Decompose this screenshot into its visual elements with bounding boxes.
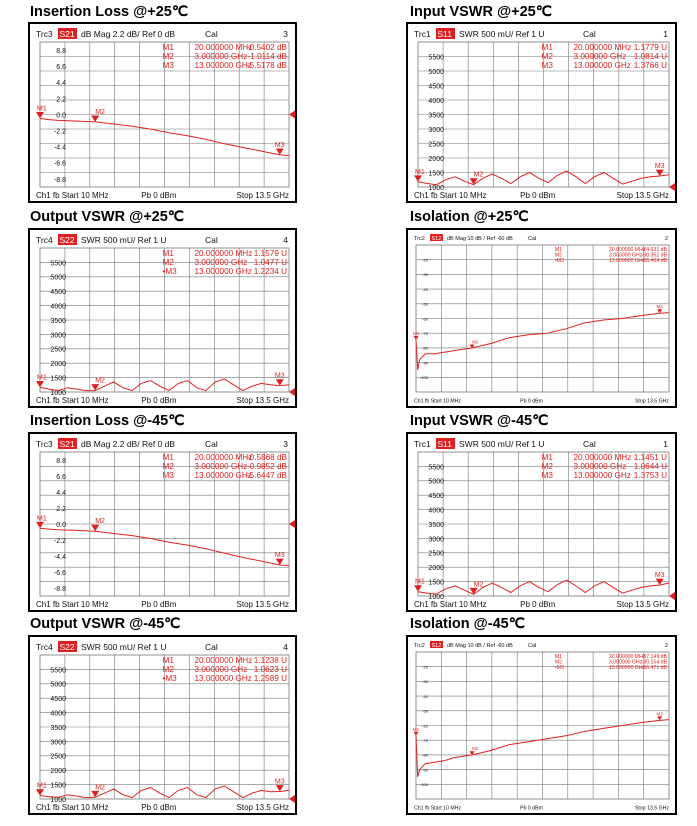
- footer-power: Pb 0 dBm: [520, 805, 543, 812]
- footer-stop: Stop 13.5 GHz: [236, 803, 289, 812]
- y-tick-label: 3500: [50, 724, 66, 732]
- footer-start: Ch1 fb Start 10 MHz: [414, 600, 487, 609]
- analyzer-screen: [28, 22, 297, 203]
- y-tick-label: 4000: [50, 710, 66, 718]
- marker-name: M1: [541, 453, 553, 462]
- y-tick-label: 0.0: [56, 112, 66, 120]
- marker-label: M2: [95, 784, 105, 792]
- y-tick-label: 4500: [428, 83, 444, 91]
- chart-svg: [30, 24, 295, 201]
- y-tick-label: 5000: [50, 274, 66, 282]
- marker-label: M3: [274, 141, 285, 149]
- marker-name: M2: [162, 462, 174, 471]
- marker-value: -1.0114 dB: [247, 52, 287, 61]
- format-desc: dB Mag 2.2 dB/ Ref 0 dB: [81, 439, 176, 449]
- marker-label: M3: [656, 711, 663, 717]
- analyzer-screen: [406, 432, 677, 612]
- trace-id: Trc1: [414, 29, 431, 39]
- analyzer-screen: [406, 228, 677, 408]
- sparam-label: S11: [437, 439, 452, 449]
- analyzer-screen: [28, 228, 297, 408]
- y-tick-label: 2000: [428, 565, 444, 573]
- marker-value: 1.1779 U: [633, 43, 667, 52]
- y-tick-label: 2500: [50, 346, 66, 354]
- chart-svg: [30, 637, 295, 813]
- chart-svg: [408, 637, 675, 813]
- chart-svg: [408, 230, 675, 406]
- trace-num: 3: [283, 439, 288, 449]
- ref-level-arrow: [289, 111, 295, 119]
- marker-value: 1.1579 U: [253, 249, 287, 258]
- sparam-label: S21: [59, 439, 75, 449]
- y-tick-label: -50: [422, 708, 428, 714]
- y-tick-label: 3000: [428, 126, 444, 134]
- marker-value: 1.2589 U: [253, 674, 287, 683]
- panel-title: Insertion Loss @+25℃: [30, 4, 189, 20]
- ref-level-arrow: [669, 592, 675, 600]
- marker-value: -67.149 dB: [641, 654, 667, 660]
- marker-name: M2: [554, 659, 563, 666]
- marker-value: 1.2234 U: [253, 267, 287, 276]
- y-tick-label: 5500: [50, 667, 66, 675]
- sparam-label: S21: [59, 29, 75, 39]
- ref-level-arrow: [289, 795, 295, 803]
- analyzer-screen: [28, 635, 297, 815]
- marker-label: M2: [473, 171, 484, 179]
- y-tick-label: 5000: [428, 478, 444, 486]
- footer-start: Ch1 fb Start 10 MHz: [36, 600, 109, 609]
- marker-triangle: [91, 115, 99, 121]
- footer-stop: Stop 13.5 GHz: [236, 600, 289, 609]
- ref-level-arrow: [289, 520, 295, 528]
- footer-stop: Stop 13.5 GHz: [616, 191, 669, 200]
- y-tick-label: -60: [422, 316, 428, 322]
- panel-title: Input VSWR @-45℃: [410, 413, 549, 429]
- marker-freq: 13.000000 GHz: [194, 267, 252, 276]
- trace-num: 1: [663, 29, 668, 39]
- panel-title: Insertion Loss @-45℃: [30, 413, 185, 429]
- marker-triangle: [414, 336, 419, 340]
- cal-label: Cal: [205, 29, 218, 39]
- marker-triangle: [36, 381, 44, 387]
- y-tick-label: -2.2: [53, 537, 66, 545]
- y-tick-label: -90: [422, 767, 428, 773]
- marker-value: -5.6447 dB: [246, 471, 287, 480]
- format-desc: SWR 500 mU/ Ref 1 U: [459, 29, 545, 39]
- marker-label: M3: [274, 372, 285, 380]
- marker-label: M2: [472, 339, 479, 345]
- footer-start: Ch1 fb Start 10 MHz: [36, 191, 109, 200]
- y-tick-label: -100: [419, 782, 428, 788]
- y-tick-label: 8.8: [56, 457, 66, 465]
- marker-label: M2: [473, 581, 484, 589]
- y-tick-label: 2500: [50, 753, 66, 761]
- marker-value: 1.3766 U: [633, 61, 667, 70]
- cal-label: Cal: [528, 236, 537, 242]
- marker-name: M2: [162, 665, 174, 674]
- marker-name: M3: [162, 61, 174, 70]
- trace-num: 4: [283, 642, 288, 652]
- marker-triangle: [36, 522, 44, 528]
- trace-id: Trc2: [414, 236, 425, 242]
- chart-svg: [30, 230, 295, 406]
- footer-power: Pb 0 dBm: [520, 398, 543, 405]
- y-tick-label: 5500: [428, 464, 444, 472]
- marker-triangle: [91, 525, 99, 531]
- footer-power: Pb 0 dBm: [141, 396, 177, 405]
- panel-title: Output VSWR @+25℃: [30, 209, 185, 225]
- chart-svg: [408, 24, 675, 201]
- marker-label: M1: [413, 726, 420, 732]
- y-tick-label: 2000: [50, 768, 66, 776]
- y-tick-label: -4.4: [53, 553, 66, 561]
- cal-label: Cal: [205, 235, 218, 245]
- marker-label: M2: [95, 108, 105, 116]
- y-tick-label: 4500: [50, 696, 66, 704]
- y-tick-label: 2.2: [56, 505, 66, 513]
- y-tick-label: -20: [422, 664, 428, 670]
- marker-triangle: [36, 112, 44, 118]
- marker-freq: 20.000000 MHz: [194, 453, 253, 462]
- marker-label: M1: [415, 168, 425, 176]
- footer-power: Pb 0 dBm: [520, 600, 556, 609]
- format-desc: SWR 500 mU/ Ref 1 U: [81, 642, 167, 652]
- marker-value: -80.352 dB: [641, 252, 667, 259]
- marker-value: 1.0623 U: [253, 665, 287, 674]
- footer-start: Ch1 fb Start 10 MHz: [36, 396, 109, 405]
- ref-level-arrow: [669, 183, 675, 191]
- marker-freq: 13.000000 GHz: [573, 471, 631, 480]
- marker-value: -56.404 dB: [641, 258, 667, 264]
- y-tick-label: 2500: [428, 550, 444, 558]
- panel-title: Output VSWR @-45℃: [30, 616, 181, 632]
- marker-value: -0.9852 dB: [246, 462, 287, 471]
- analyzer-screen: [406, 22, 677, 203]
- marker-freq: 20.000000 MHz: [573, 453, 632, 462]
- footer-start: Ch1 fb Start 10 MHz: [414, 191, 487, 200]
- marker-name: •M3: [554, 665, 564, 671]
- footer-power: Pb 0 dBm: [520, 191, 556, 200]
- y-tick-label: 4.4: [56, 489, 66, 497]
- sparam-label: S22: [59, 235, 75, 245]
- y-tick-label: -2.2: [53, 128, 66, 136]
- marker-freq: 20.000000 MHz: [608, 247, 646, 253]
- marker-freq: 3.000000 GHz: [573, 52, 627, 61]
- footer-power: Pb 0 dBm: [141, 191, 177, 200]
- marker-freq: 20.000000 MHz: [194, 249, 253, 258]
- sparam-label: S11: [437, 29, 452, 39]
- marker-freq: 3.000000 GHz: [194, 258, 248, 267]
- y-tick-label: -70: [422, 331, 428, 337]
- marker-freq: 13.000000 GHz: [194, 471, 252, 480]
- y-tick-label: 4000: [50, 303, 66, 311]
- panel-title: Input VSWR @+25℃: [410, 4, 553, 20]
- y-tick-label: 6.6: [56, 64, 66, 72]
- y-tick-label: 8.8: [56, 47, 66, 55]
- marker-name: M1: [554, 247, 563, 253]
- marker-freq: 13.000000 GHz: [608, 258, 646, 264]
- y-tick-label: -50: [422, 301, 428, 307]
- trace-num: 4: [283, 235, 288, 245]
- marker-freq: 3.000000 GHz: [608, 659, 643, 666]
- cal-label: Cal: [205, 439, 218, 449]
- marker-freq: 3.000000 GHz: [608, 252, 643, 259]
- marker-freq: 3.000000 GHz: [573, 462, 627, 471]
- footer-power: Pb 0 dBm: [141, 803, 177, 812]
- trace-num: 3: [283, 29, 288, 39]
- y-tick-label: -70: [422, 738, 428, 744]
- marker-value: 1.0477 U: [253, 258, 287, 267]
- y-tick-label: 4000: [428, 507, 444, 515]
- trace-num: 2: [664, 236, 668, 242]
- marker-triangle: [276, 785, 284, 791]
- marker-triangle: [414, 175, 422, 181]
- format-desc: dB Mag 10 dB / Ref -60 dB: [447, 236, 513, 242]
- marker-name: •M3: [162, 674, 177, 683]
- y-tick-label: -80: [422, 752, 428, 758]
- marker-freq: 20.000000 MHz: [608, 654, 646, 660]
- y-tick-label: 6.6: [56, 473, 66, 481]
- y-tick-label: 1000: [428, 593, 444, 601]
- marker-label: M2: [472, 746, 479, 752]
- y-tick-label: -30: [422, 272, 428, 278]
- trace-id: Trc1: [414, 439, 431, 449]
- marker-name: M1: [162, 656, 174, 665]
- y-tick-label: -30: [422, 679, 428, 685]
- marker-triangle: [414, 732, 419, 736]
- trace-id: Trc3: [36, 29, 53, 39]
- format-desc: SWR 500 mU/ Ref 1 U: [459, 439, 545, 449]
- panel-title: Isolation @-45℃: [410, 616, 526, 632]
- y-tick-label: -40: [422, 286, 428, 292]
- y-tick-label: -4.4: [53, 144, 66, 152]
- marker-label: M1: [413, 330, 420, 336]
- marker-triangle: [36, 789, 44, 795]
- y-tick-label: 1000: [50, 796, 66, 804]
- trace-num: 1: [663, 439, 668, 449]
- marker-label: M1: [37, 105, 47, 113]
- y-tick-label: 4500: [50, 289, 66, 297]
- y-tick-label: 5500: [428, 54, 444, 62]
- y-tick-label: 1500: [50, 375, 66, 383]
- marker-value: -5.5178 dB: [246, 61, 287, 70]
- marker-name: M1: [162, 43, 174, 52]
- y-tick-label: -100: [419, 375, 428, 381]
- chart-svg: [30, 434, 295, 610]
- marker-value: 1.0814 U: [633, 52, 667, 61]
- cal-label: Cal: [528, 643, 537, 649]
- trace-num: 2: [664, 643, 668, 649]
- marker-freq: 20.000000 MHz: [194, 656, 253, 665]
- format-desc: dB Mag 10 dB / Ref -60 dB: [447, 643, 513, 649]
- y-tick-label: 1000: [50, 389, 66, 397]
- y-tick-label: 2500: [428, 141, 444, 149]
- analyzer-screen: [406, 635, 677, 815]
- y-tick-label: -6.6: [53, 569, 66, 577]
- marker-name: M2: [541, 52, 553, 61]
- marker-triangle: [414, 585, 422, 591]
- marker-label: M2: [95, 518, 105, 526]
- y-tick-label: -80: [422, 345, 428, 351]
- y-tick-label: 3500: [428, 112, 444, 120]
- y-tick-label: 5000: [50, 681, 66, 689]
- marker-value: 1.1238 U: [253, 656, 287, 665]
- marker-name: M1: [162, 249, 174, 258]
- y-tick-label: 4000: [428, 97, 444, 105]
- y-tick-label: 3000: [428, 536, 444, 544]
- marker-label: M1: [37, 515, 47, 523]
- y-tick-label: 0.0: [56, 521, 66, 529]
- marker-name: M1: [162, 453, 174, 462]
- cal-label: Cal: [583, 29, 596, 39]
- marker-name: M1: [541, 43, 553, 52]
- marker-label: M3: [274, 552, 285, 560]
- y-tick-label: 3500: [428, 521, 444, 529]
- y-tick-label: 5000: [428, 68, 444, 76]
- marker-name: M3: [541, 61, 553, 70]
- marker-freq: 13.000000 GHz: [573, 61, 631, 70]
- footer-stop: Stop 13.5 GHz: [634, 805, 669, 812]
- ref-level-arrow: [289, 388, 295, 396]
- marker-freq: 3.000000 GHz: [194, 665, 248, 674]
- marker-name: •M3: [554, 258, 564, 264]
- marker-freq: 20.000000 MHz: [194, 43, 253, 52]
- marker-name: M2: [554, 252, 563, 259]
- marker-value: 1.1451 U: [633, 453, 667, 462]
- marker-label: M1: [37, 374, 47, 382]
- analyzer-screen: [28, 432, 297, 612]
- marker-value: 1.0644 U: [633, 462, 667, 471]
- marker-freq: 13.000000 GHz: [194, 674, 252, 683]
- y-tick-label: 2000: [428, 155, 444, 163]
- footer-stop: Stop 13.5 GHz: [236, 396, 289, 405]
- panel-title: Isolation @+25℃: [410, 209, 529, 225]
- y-tick-label: 1000: [428, 184, 444, 192]
- marker-name: •M3: [162, 267, 177, 276]
- marker-value: -0.5868 dB: [246, 453, 287, 462]
- sparam-label: S12: [431, 236, 442, 242]
- marker-freq: 13.000000 GHz: [194, 61, 252, 70]
- sparam-label: S22: [59, 642, 75, 652]
- footer-start: Ch1 fb Start 10 MHz: [36, 803, 109, 812]
- marker-value: 1.3753 U: [633, 471, 667, 480]
- marker-name: M2: [162, 258, 174, 267]
- format-desc: dB Mag 2.2 dB/ Ref 0 dB: [81, 29, 176, 39]
- marker-name: M2: [162, 52, 174, 61]
- cal-label: Cal: [583, 439, 596, 449]
- trace-id: Trc4: [36, 235, 53, 245]
- marker-freq: 20.000000 MHz: [573, 43, 632, 52]
- trace-id: Trc2: [414, 643, 425, 649]
- marker-label: M1: [37, 782, 47, 790]
- marker-freq: 3.000000 GHz: [194, 52, 248, 61]
- footer-start: Ch1 fb Start 10 MHz: [414, 805, 461, 812]
- footer-stop: Stop 13.5 GHz: [236, 191, 289, 200]
- marker-label: M1: [415, 578, 425, 586]
- marker-triangle: [276, 379, 284, 385]
- marker-label: M3: [654, 572, 665, 580]
- marker-label: M3: [656, 304, 663, 310]
- marker-value: -0.5402 dB: [246, 43, 287, 52]
- marker-name: M1: [554, 654, 563, 660]
- marker-name: M2: [541, 462, 553, 471]
- marker-value: -56.471 dB: [641, 665, 667, 671]
- marker-label: M2: [95, 377, 105, 385]
- marker-value: -80.154 dB: [641, 659, 667, 666]
- y-tick-label: 4.4: [56, 80, 66, 88]
- footer-start: Ch1 fb Start 10 MHz: [414, 398, 461, 405]
- marker-label: M3: [274, 778, 285, 786]
- marker-value: -74.631 dB: [641, 247, 667, 253]
- y-tick-label: 1500: [428, 579, 444, 587]
- trace-id: Trc3: [36, 439, 53, 449]
- y-tick-label: 2.2: [56, 96, 66, 104]
- y-tick-label: -90: [422, 360, 428, 366]
- y-tick-label: 3000: [50, 739, 66, 747]
- y-tick-label: 2000: [50, 361, 66, 369]
- footer-stop: Stop 13.5 GHz: [634, 398, 669, 405]
- y-tick-label: -60: [422, 723, 428, 729]
- chart-svg: [408, 434, 675, 610]
- y-tick-label: 3500: [50, 317, 66, 325]
- marker-label: M3: [654, 162, 665, 170]
- y-tick-label: -20: [422, 257, 428, 263]
- y-tick-label: 4500: [428, 493, 444, 501]
- trace-id: Trc4: [36, 642, 53, 652]
- y-tick-label: 5500: [50, 260, 66, 268]
- y-tick-label: 1500: [428, 170, 444, 178]
- cal-label: Cal: [205, 642, 218, 652]
- y-tick-label: -6.6: [53, 160, 66, 168]
- footer-stop: Stop 13.5 GHz: [616, 600, 669, 609]
- y-tick-label: -8.8: [53, 176, 66, 184]
- marker-name: M3: [541, 471, 553, 480]
- y-tick-label: -8.8: [53, 585, 66, 593]
- footer-power: Pb 0 dBm: [141, 600, 177, 609]
- marker-freq: 3.000000 GHz: [194, 462, 248, 471]
- marker-name: M3: [162, 471, 174, 480]
- y-tick-label: 1500: [50, 782, 66, 790]
- y-tick-label: 3000: [50, 332, 66, 340]
- marker-freq: 13.000000 GHz: [608, 665, 646, 671]
- y-tick-label: -40: [422, 693, 428, 699]
- format-desc: SWR 500 mU/ Ref 1 U: [81, 235, 167, 245]
- sparam-label: S12: [431, 643, 442, 649]
